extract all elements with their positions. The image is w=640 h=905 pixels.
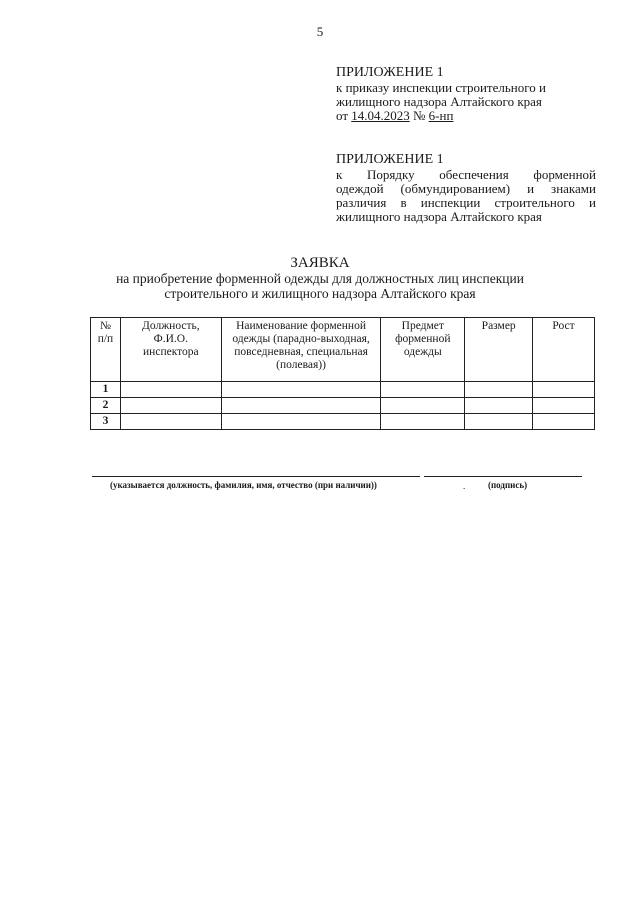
name-caption: (указывается должность, фамилия, имя, отчество (при наличии)) (110, 480, 377, 490)
order-number: 6-нп (428, 108, 454, 123)
appendix-2-heading: ПРИЛОЖЕНИЕ 1 (336, 152, 444, 167)
document-title: ЗАЯВКА (290, 255, 350, 271)
table-row (91, 414, 595, 430)
appendix-2-line-4: жилищного надзора Алтайского края (336, 209, 542, 224)
table-cell (381, 382, 465, 398)
table-header-row (91, 318, 595, 382)
table-row (91, 382, 595, 398)
row-number: 1 (91, 382, 121, 398)
table-row (91, 398, 595, 414)
request-table (90, 317, 595, 430)
appendix-2-block (336, 153, 596, 224)
order-prefix: от (336, 108, 349, 123)
appendix-1-line-1: к приказу инспекции строительного и (336, 80, 546, 95)
table-cell (381, 398, 465, 414)
table-cell (533, 398, 595, 414)
page-number: 5 (316, 24, 324, 39)
appendix-1-order-line (336, 109, 596, 123)
appendix-2-line-1: к Порядку обеспечения форменной (336, 167, 596, 182)
signature-line (424, 476, 582, 477)
header-size: Размер (465, 318, 533, 382)
table-cell (221, 414, 381, 430)
header-number: № п/п (91, 318, 121, 382)
table-cell (533, 382, 595, 398)
row-number: 3 (91, 414, 121, 430)
name-signature-line (92, 476, 420, 477)
caption-dot: . (463, 481, 466, 491)
table-cell (381, 414, 465, 430)
header-uniform-item: Предмет форменной одежды (381, 318, 465, 382)
subtitle-line-1: на приобретение форменной одежды для должностных лиц инспекции (116, 271, 524, 286)
appendix-1-line-2: жилищного надзора Алтайского края (336, 94, 542, 109)
document-subtitle (90, 271, 550, 301)
table-cell (533, 414, 595, 430)
appendix-1-heading: ПРИЛОЖЕНИЕ 1 (336, 65, 444, 80)
table-cell (120, 414, 221, 430)
table-cell (465, 398, 533, 414)
table-cell (221, 382, 381, 398)
subtitle-line-2: строительного и жилищного надзора Алтайского края (164, 286, 476, 301)
table-cell (465, 414, 533, 430)
header-uniform-name: Наименование форменной одежды (парадно-выходная, повседневная, специальная (полевая)) (221, 318, 381, 382)
table-cell (120, 398, 221, 414)
appendix-1-block (336, 66, 596, 123)
order-number-sign: № (413, 108, 426, 123)
table-cell (120, 382, 221, 398)
header-height: Рост (533, 318, 595, 382)
appendix-2-line-2: одеждой (обмундированием) и знаками (336, 181, 596, 196)
table-cell (465, 382, 533, 398)
signature-caption: (подпись) (488, 480, 528, 490)
order-date: 14.04.2023 (351, 108, 410, 123)
table-cell (221, 398, 381, 414)
row-number: 2 (91, 398, 121, 414)
appendix-2-line-3: различия в инспекции строительного и (336, 195, 596, 210)
header-position: Должность, Ф.И.О. инспектора (120, 318, 221, 382)
